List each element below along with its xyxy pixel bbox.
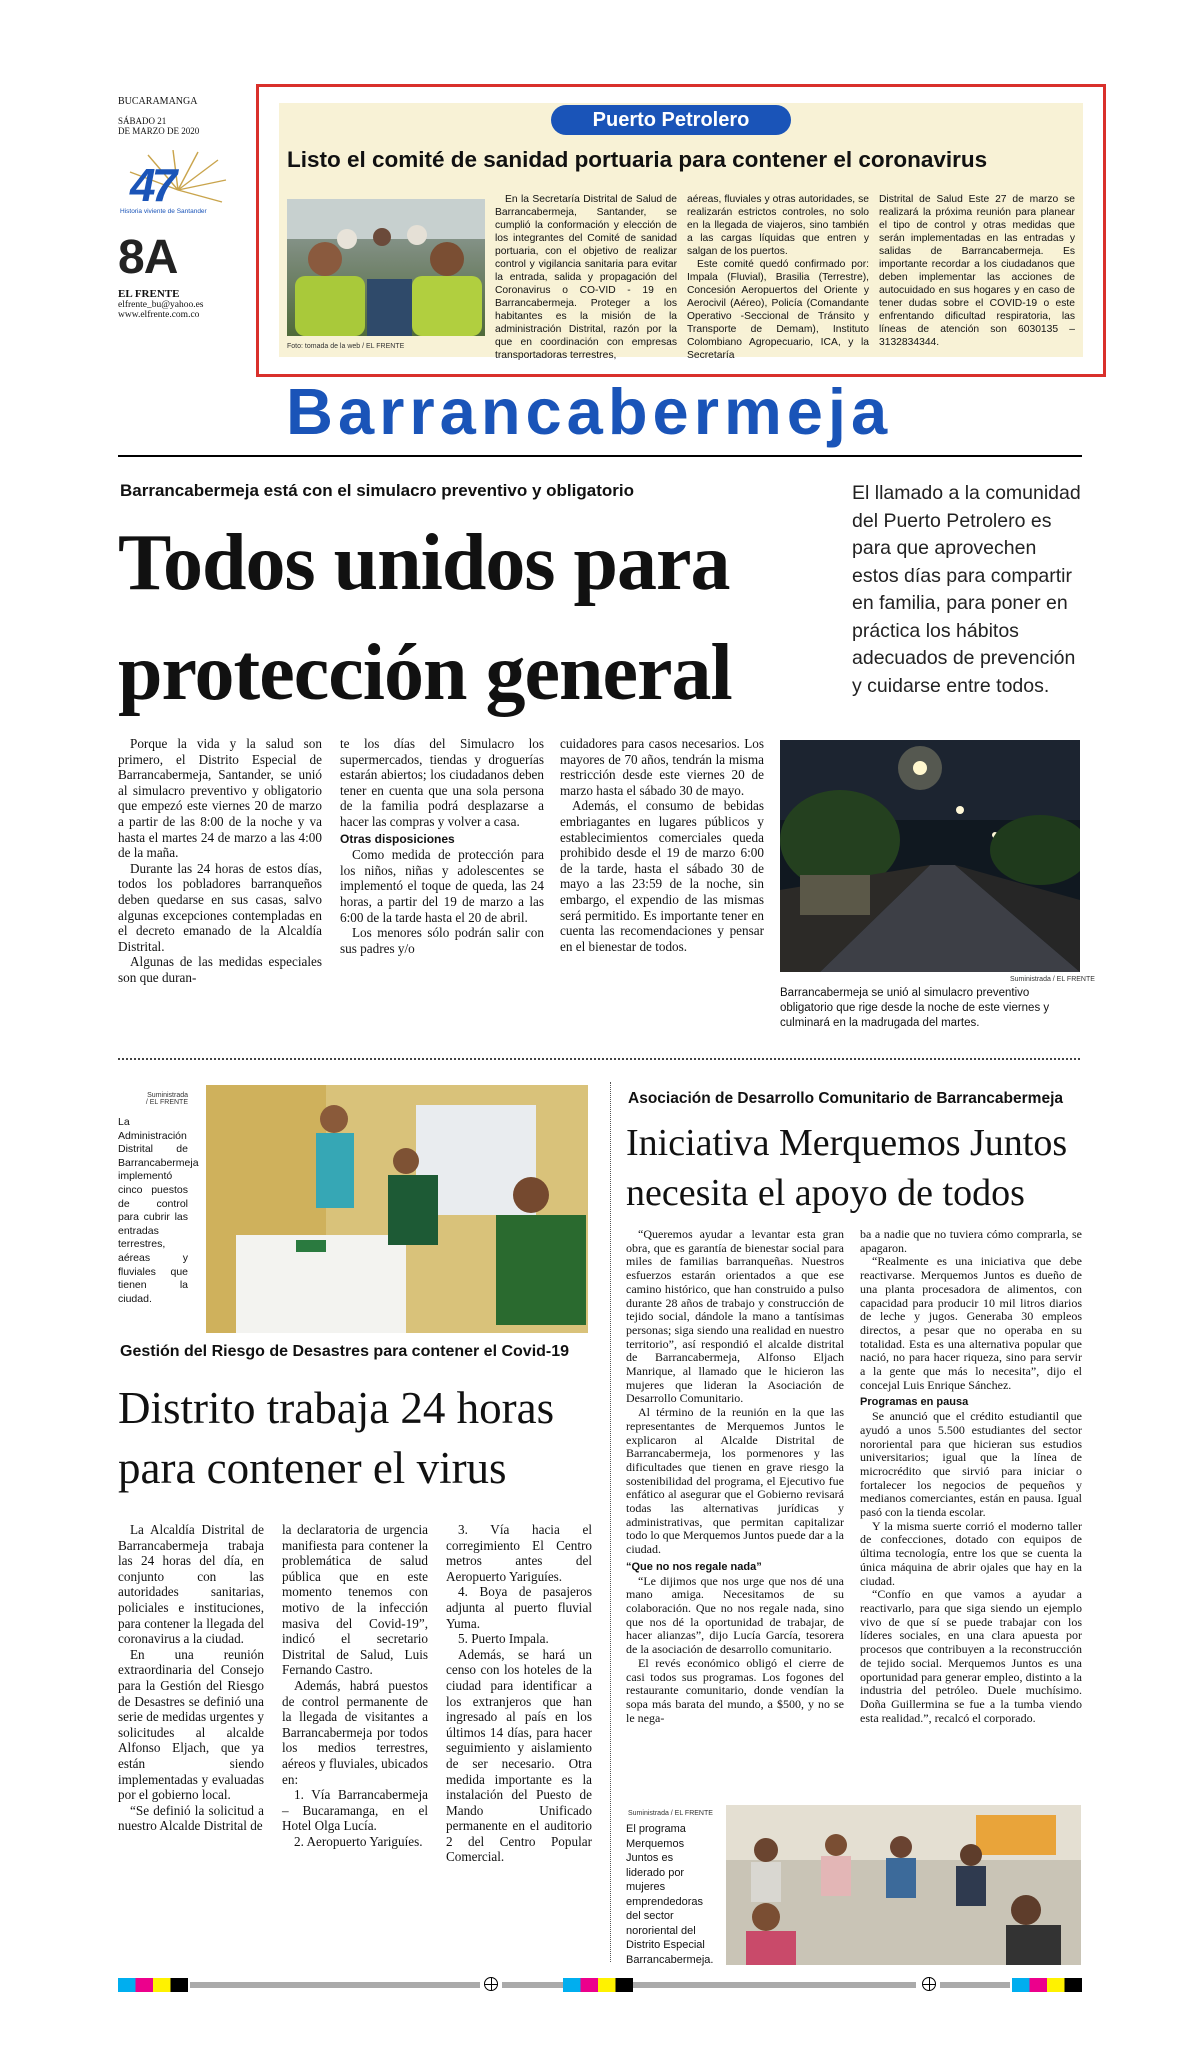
email: elfrente_bu@yahoo.es: [118, 300, 204, 310]
main-col-2: [340, 736, 544, 956]
top-photo: [287, 199, 485, 336]
top-story-panel: [279, 103, 1083, 361]
paragraph: Durante las 24 horas de estos días, todos los pobladores barranqueños deben quedarse en sus casas, salvo algunas excepciones contempladas en el decreto emanado de la Alcaldía Distrital.: [118, 860, 322, 954]
subheading: Programas en pausa: [860, 1396, 969, 1409]
paragraph: “Le dijimos que nos urge que nos dé una mano amiga. Necesitamos de su colaboración. Que no nos regale nada, sino que nos dé la oportunidad de trabajar, de hacer alianzas”, dijo Lucía García, tesorera de la asociación de desarrollo comunitario.: [626, 1573, 844, 1657]
meeting-photo: [206, 1085, 588, 1333]
logo-subtitle: Historia viviente de Santander: [120, 208, 207, 215]
section-tag-label: Puerto Petrolero: [592, 109, 750, 131]
subheading: Otras disposiciones: [340, 831, 455, 846]
logo-number: 47: [130, 159, 174, 211]
paragraph: Los menores sólo podrán salir con sus padres y/o: [340, 925, 544, 956]
main-headline-line: protección general: [118, 629, 732, 717]
night-street-image: [780, 740, 1080, 972]
date-line: SÁBADO 21: [118, 116, 167, 126]
website: www.elfrente.com.co: [118, 310, 200, 320]
main-photo-caption: Barrancabermeja se unió al simulacro preventivo obligatorio que rige desde la noche de este viernes y culminará en la madrugada del martes.: [780, 987, 1050, 1029]
right-headline: [626, 1118, 1086, 1218]
paragraph: Algunas de las medidas especiales son que duran-: [118, 954, 322, 985]
gray-bar: [940, 1982, 1010, 1988]
community-photo: [726, 1805, 1081, 1965]
top-col-1: [495, 193, 677, 362]
paragraph: aéreas, fluviales y otras autoridades, se realizarán estrictos controles, no solo en la llegada de viajeros, sino también a las cargas líquidas que entren y salgan de los puertos.: [687, 194, 869, 257]
paragraph: “Se definió la solicitud a nuestro Alcalde Distrital de: [118, 1802, 264, 1834]
paragraph: Porque la vida y la salud son primero, el Distrito Especial de Barrancabermeja, Santander, se unió al simulacro preventivo y obligatorio que empezó este viernes 20 de marzo a partir de las 8:00 de la noche y va hasta el martes 24 de marzo a las 4:00 de la maña.: [118, 736, 322, 861]
paragraph: En una reunión extraordinaria del Consejo para la Gestión del Riesgo de Desastres se definió una serie de medidas urgentes y solicitudes al alcalde Alfonso Eljach, que ya están siendo implementadas y evaluadas por el gobierno local.: [118, 1646, 264, 1803]
paragraph: En la Secretaría Distrital de Salud de Barrancabermeja, Santander, se cumplió la conformación y elección de los integrantes del Comité de sanidad portuaria, con el objetivo de realizar control y vigilancia sanitaria para evitar la entrada, salida y propagación del Coronavirus o CO-VID - 19 en Barrancabermeja. Proteger a los habitantes es la misión de la administración Distrital, razón por la que en coordinación con empresas transportadoras terrestres,: [495, 194, 677, 361]
masthead: [118, 96, 253, 320]
color-swatches: [1012, 1978, 1082, 1992]
section-tag: [551, 105, 791, 135]
right-photo-credit: Suministrada / EL FRENTE: [628, 1810, 713, 1817]
list-item: 4. Boya de pasajeros adjunta al puerto fluvial Yuma.: [446, 1584, 592, 1631]
paragraph: “Confío en que vamos a ayudar a reactivarlo, para que siga siendo un ejemplo vivo de que sí se puede trabajar con los líderes sociales, en una clara apuesta por procesos que contribuyen a la reconstrucción de tejido social. Merquemos Juntos es una oportunidad para generar empleo, distinto a la industria del petróleo. Duele muchísimo. Doña Guillermina se fue a la tumba viendo esta realidad.”, recalcó el corporado.: [860, 1587, 1082, 1725]
anniversary-logo: [118, 150, 253, 220]
left-headline: [118, 1378, 598, 1498]
paragraph: Este comité quedó confirmado por: Impala (Fluvial), Brasilia (Terrestre), Concesión Aeropuertos del Oriente y Aerocivil (Aéreo), Policía (Comandante Operativo -Seccional de Tránsito y Transporte de Demam), Instituto Colombiano Agropecuario, ICA, y la Secretaría: [687, 259, 869, 361]
paragraph: la declaratoria de urgencia manifiesta para contener la problemática de salud pública que en este momento tenemos con motivo de la infección masiva del Covid-19”, indicó el secretario Distrital de Salud, Luis Fernando Castro.: [282, 1522, 428, 1678]
section-rule: [118, 455, 1082, 457]
registration-mark-icon: [922, 1977, 936, 1991]
list-item: 1. Vía Barrancabermeja – Bucaramanga, en el Hotel Olga Lucía.: [282, 1787, 428, 1834]
left-col-2: [282, 1522, 428, 1849]
right-col-1: [626, 1228, 844, 1725]
left-col-1: [118, 1522, 264, 1834]
dotted-divider: [118, 1058, 1080, 1060]
registration-mark-icon: [484, 1977, 498, 1991]
right-kicker: Asociación de Desarrollo Comunitario de Barrancabermeja: [628, 1090, 1063, 1107]
paper-name: EL FRENTE: [118, 288, 180, 300]
paragraph: Además, habrá puestos de control permanente de la llegada de visitantes a Barrancabermeja por todos los medios terrestres, aéreos y fluviales, ubicados en:: [282, 1677, 428, 1787]
left-photo-credit: Suministrada / EL FRENTE: [145, 1092, 188, 1106]
left-headline-line: para contener el virus: [118, 1443, 507, 1493]
gray-bar: [636, 1982, 916, 1988]
officers-photo: [287, 199, 485, 336]
meeting-image: [206, 1085, 588, 1333]
main-photo-credit: Suministrada / EL FRENTE: [1010, 976, 1095, 983]
left-headline-line: Distrito trabaja 24 horas: [118, 1383, 555, 1433]
left-kicker: Gestión del Riesgo de Desastres para contener el Covid-19: [120, 1343, 570, 1360]
paragraph: “Realmente es una iniciativa que debe reactivarse. Merquemos Juntos es dueño de una planta procesadora de alimentos, con capacidad para producir 10 mil litros diarios de leche y jugos. Generaba 30 empleos directos, a pesar que no operaba en su totalidad. Esta es una alternativa popular que nació, no para hacer riqueza, sino para servir a la gente que más lo necesita”, dijo el concejal Luis Enrique Sánchez.: [860, 1254, 1082, 1392]
main-headline: [118, 508, 838, 728]
main-col-3: [560, 736, 764, 954]
list-item: 2. Aeropuerto Yariguíes.: [294, 1833, 423, 1849]
paragraph: Al término de la reunión en la que las representantes de Merquemos Juntos le explicaron al Alcalde Distrital de Barrancabermeja, los pormenores y las dificultades que tienen en grave riesgo la sostenibilidad del programa, el Ejecutivo fue enfático al asegurar que el Gobierno revisará todas las alternativas jurídicas y administrativas, que permitan capitalizar todo lo que Merquemos Juntos puede dar a la ciudad.: [626, 1405, 844, 1557]
color-swatches: [118, 1978, 188, 1992]
date-line: DE MARZO DE 2020: [118, 126, 200, 136]
paragraph: Se anunció que el crédito estudiantil que ayudó a unos 5.500 estudiantes del sector nororiental para que hicieran sus estudios universitarios; igual que la línea de microcrédito que sirvió para iniciar o fortalecer los negocios de pequeños y medianos comerciantes, están en pausa. Igual pasó con la tienda escolar.: [860, 1409, 1082, 1520]
top-col-2: [687, 193, 869, 362]
right-headline-line: necesita el apoyo de todos: [626, 1172, 1025, 1214]
paragraph: Y la misma suerte corrió el moderno taller de confecciones, dotado con equipos de última tecnología, entre los que se cuenta la única máquina de abrir ojales que hay en la ciudad.: [860, 1518, 1082, 1588]
gray-bar: [190, 1982, 480, 1988]
paragraph: Como medida de protección para los niños, niñas y adolescentes se implementó el toque de queda, las 24 horas, a partir del 19 de marzo a las 6:00 de la tarde hasta el 20 de abril.: [340, 847, 544, 925]
list-item: 3. Vía hacia el corregimiento El Centro metros antes del Aeropuerto Yariguíes.: [446, 1522, 592, 1584]
paragraph: Distrital de Salud Este 27 de marzo se realizará la próxima reunión para planear el tipo de control y otras medidas que serán implementadas en las entradas y salidas de Barrancabermeja. Es importante recordar a los ciudadanos que deben implementar las acciones de autocuidado en sus hogares y en caso de tener dudas sobre el COVID-19 o este enfrentando dificultad respiratoria, las líneas de atención son 6030135 – 3132834344.: [879, 194, 1075, 348]
right-headline-line: Iniciativa Merquemos Juntos: [626, 1122, 1068, 1164]
paragraph: te los días del Simulacro los supermercados, tiendas y droguerías estarán abiertos; los ciudadanos deben tener en cuenta que una sola persona de la familia podrá desplazarse a hacer las compras y volver a casa.: [340, 736, 544, 829]
main-col-1: [118, 736, 322, 986]
top-photo-credit: Foto: tomada de la web / EL FRENTE: [287, 343, 405, 350]
paragraph: El revés económico obligó el cierre de casi todos sus programas. Los fogones del restaurante comunitario, donde vendían la sopa más barata del mundo, a $500, y no se le nega-: [626, 1655, 844, 1725]
left-side-caption: La Administración Distrital de Barrancabermeja implementó cinco puestos de control para cubrir las entradas terrestres, aéreas y fluviales que tienen la ciudad.: [118, 1116, 199, 1305]
community-meeting-image: [726, 1805, 1081, 1965]
main-kicker: Barrancabermeja está con el simulacro preventivo y obligatorio: [120, 481, 634, 500]
page-number: 8A: [118, 231, 178, 284]
section-title: Barrancabermeja: [286, 375, 893, 448]
subheading: “Que no nos regale nada”: [626, 1560, 762, 1573]
city: BUCARAMANGA: [118, 96, 198, 107]
paragraph: cuidadores para casos necesarios. Los mayores de 70 años, tendrán la misma restricción desde este viernes 20 de marzo hasta el sábado 30 de mayo.: [560, 736, 764, 798]
main-headline-line: Todos unidos para: [118, 519, 730, 607]
paragraph: Además, el consumo de bebidas embriagantes en lugares públicos y establecimientos comerciales queda prohibido desde el 19 de marzo 6:00 de la tarde, hasta el sábado 30 de mayo a las 23:59 de la noche, sin embargo, el expendio de las mismas será permitido. Es importante tener en cuenta las recomendaciones y pensar en el bienestar de todos.: [560, 798, 764, 954]
list-item: 5. Puerto Impala.: [458, 1631, 549, 1647]
main-lede: El llamado a la comunidad del Puerto Petrolero es para que aprovechen estos días para compartir en familia, para poner en práctica los hábitos adecuados de prevención y cuidarse entre todos.: [852, 482, 1081, 697]
top-col-3: [879, 193, 1075, 349]
night-street-photo: [780, 740, 1080, 972]
column-divider: [610, 1082, 611, 1962]
paragraph: Además, se hará un censo con los hoteles de la ciudad para identificar a los extranjeros que han ingresado al país en los últimos 14 días, para hacer seguimiento y aislamiento de ser necesario. Otra medida importante es la instalación del Puesto de Mando Unificado permanente en el auditorio 2 del Centro Popular Comercial.: [446, 1646, 592, 1865]
color-swatches: [563, 1978, 633, 1992]
left-col-3: [446, 1522, 592, 1865]
top-headline: Listo el comité de sanidad portuaria para contener el coronavirus: [287, 147, 988, 172]
paragraph: “Queremos ayudar a levantar esta gran obra, que es garantía de bienestar social para miles de familias barranqueñas. Nuestros esfuerzos estarán orientados a que ese camino histórico, que han construido a pulso durante 28 años de trabajo y construcción de tejido social, dándole la mano a tantísimas personas; siga siendo una realidad en nuestro territorio”, así respondió el alcalde distrital de Barrancabermeja, Alfonso Eljach Manrique, al llamado que le hicieron las mujeres que lideran la Asociación de Desarrollo Comunitario.: [626, 1227, 844, 1406]
right-photo-caption: El programa Merquemos Juntos es liderado por mujeres emprendedoras del sector nororiental del Distrito Especial Barrancabermeja.: [626, 1823, 714, 1966]
top-story-box: [256, 84, 1106, 377]
paragraph: La Alcaldía Distrital de Barrancabermeja trabaja las 24 horas del día, en conjunto con las autoridades sanitarias, policiales e instituciones, para contener la llegada del coronavirus a la ciudad.: [118, 1522, 264, 1647]
right-col-2: [860, 1228, 1082, 1725]
paragraph: ba a nadie que no tuviera cómo comprarla, se apagaron.: [860, 1227, 1082, 1255]
footer-color-bar: [118, 1978, 1082, 1992]
